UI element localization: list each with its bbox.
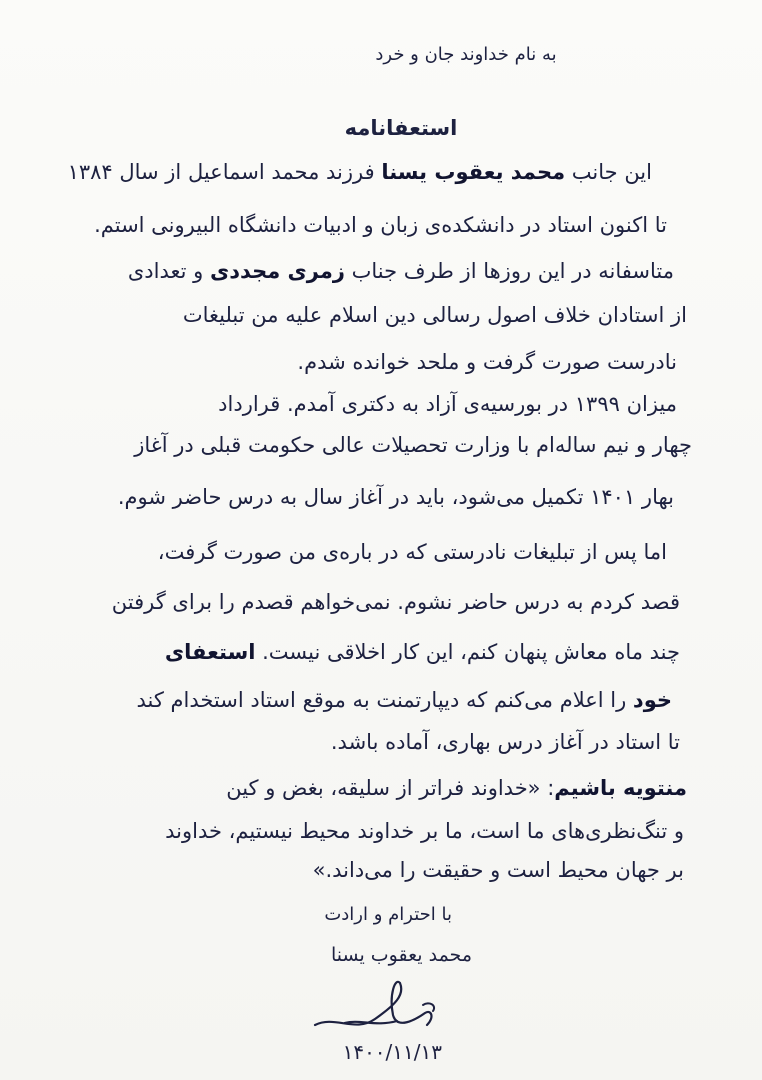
body-line-8 [0, 485, 674, 509]
body-line-1 [0, 160, 652, 184]
body-line-9 [0, 540, 667, 564]
body-line-3 [0, 259, 674, 283]
letter-header: به نام خداوند جان و خرد [375, 44, 557, 65]
body-line-7 [0, 433, 692, 457]
body-line-4 [0, 303, 687, 327]
emphasized-text: زمری مجددی [209, 259, 345, 283]
body-text: : «خداوند فراتر از سلیقه، بغض و کین [226, 776, 555, 800]
body-text: چند ماه معاش پنهان کنم، این کار اخلاقی نیست. [255, 640, 680, 664]
closing-line: با احترام و ارادت [324, 904, 452, 925]
body-text: چهار و نیم ساله‌ام با وزارت تحصیلات عالی حکومت قبلی در آغاز [134, 433, 692, 457]
body-text: متاسفانه در این روزها از طرف جناب [344, 259, 674, 283]
body-text: فرزند محمد اسماعیل از سال ۱۳۸۴ [67, 160, 382, 184]
body-text: تا اکنون استاد در دانشکده‌ی زبان و ادبیات دانشگاه البیرونی استم. [94, 213, 667, 237]
letter-date: ۱۴۰۰/۱۱/۱۳ [342, 1040, 442, 1064]
emphasized-text: استعفای [164, 640, 256, 664]
letter-title: استعفانامه [344, 116, 458, 140]
body-text: اما پس از تبلیغات نادرستی که در باره‌ی من صورت گرفت، [157, 540, 667, 564]
body-line-10 [0, 590, 680, 614]
body-text: را اعلام می‌کنم که دیپارتمنت به موقع استاد استخدام کند [136, 688, 633, 712]
body-line-16 [0, 858, 684, 882]
emphasized-text: خود [632, 688, 672, 712]
handwritten-signature [305, 975, 445, 1045]
emphasized-text: منتویه باشیم [554, 776, 687, 800]
body-text: و تنگ‌نظری‌های ما است، ما بر خداوند محیط نیستیم، خداوند [165, 819, 684, 843]
body-text: و تعدادی [127, 259, 210, 283]
body-line-11 [0, 640, 680, 664]
body-line-12 [0, 688, 672, 712]
body-line-13 [0, 730, 680, 754]
signer-name: محمد یعقوب یسنا [330, 944, 472, 966]
body-line-14 [0, 776, 687, 800]
body-line-5 [0, 350, 677, 374]
body-line-2 [0, 213, 667, 237]
body-text: بهار ۱۴۰۱ تکمیل می‌شود، باید در آغاز سال به درس حاضر شوم. [117, 485, 674, 509]
body-line-6 [0, 392, 677, 416]
body-text: نادرست صورت گرفت و ملحد خوانده شدم. [297, 350, 677, 374]
body-text: بر جهان محیط است و حقیقت را می‌داند.» [312, 858, 684, 882]
body-line-15 [0, 819, 684, 843]
body-text: از استادان خلاف اصول رسالی دین اسلام علیه من تبلیغات [182, 303, 687, 327]
body-text: این جانب [565, 160, 652, 184]
body-text: قصد کردم به درس حاضر نشوم. نمی‌خواهم قصدم را برای گرفتن [111, 590, 680, 614]
body-text: تا استاد در آغاز درس بهاری، آماده باشد. [330, 730, 680, 754]
body-text: میزان ۱۳۹۹ در بورسیه‌ی آزاد به دکتری آمدم. قرارداد [218, 392, 677, 416]
emphasized-text: محمد یعقوب یسنا [381, 160, 566, 184]
